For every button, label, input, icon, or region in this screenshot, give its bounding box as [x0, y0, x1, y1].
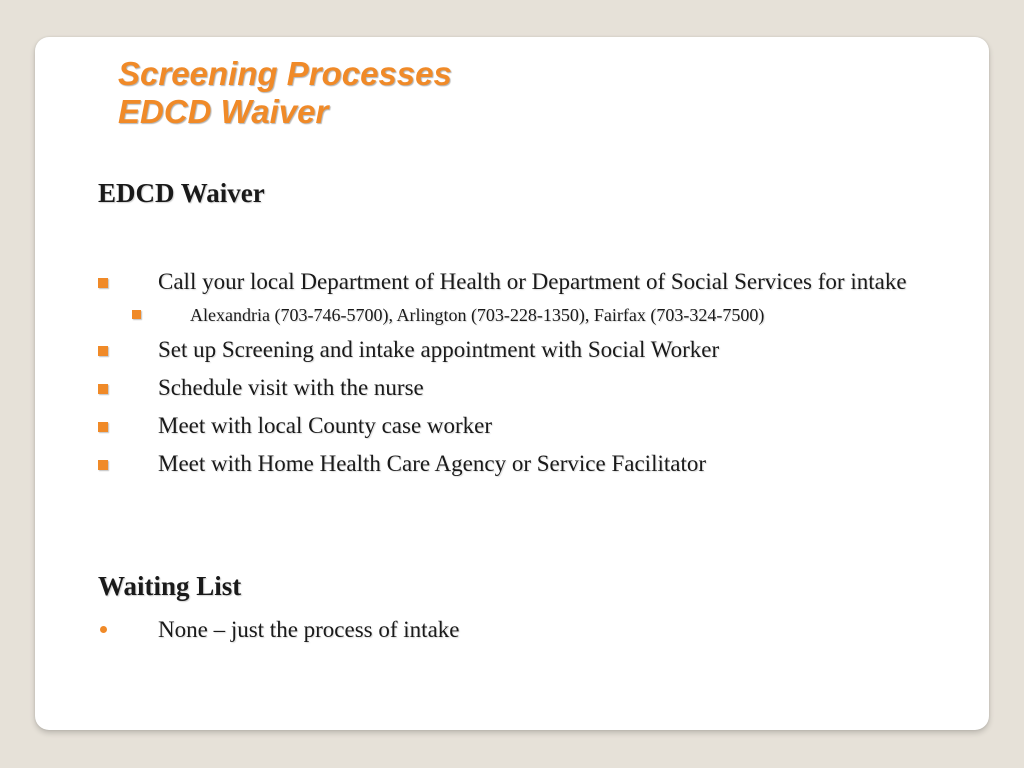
slide-title-line-2: EDCD Waiver — [118, 93, 329, 130]
list-item-text: Alexandria (703-746-5700), Arlington (703-228-1350), Fairfax (703-324-7500) — [190, 305, 765, 325]
waiting-list — [98, 613, 968, 651]
list-item — [98, 613, 968, 646]
slide-title-line-1: Screening Processes — [118, 55, 452, 92]
list-item — [98, 447, 968, 480]
dot-bullet-icon — [100, 626, 107, 633]
list-item — [98, 265, 968, 298]
list-item — [98, 371, 968, 404]
list-item-text: None – just the process of intake — [158, 617, 460, 642]
square-bullet-icon — [98, 346, 108, 356]
square-bullet-icon — [132, 310, 141, 319]
square-bullet-icon — [98, 422, 108, 432]
list-item-text: Call your local Department of Health or Department of Social Services for intake — [158, 269, 907, 294]
list-item-sub — [98, 303, 968, 327]
section-heading-waiting-list: Waiting List — [98, 571, 242, 601]
square-bullet-icon — [98, 460, 108, 470]
list-item-text: Meet with local County case worker — [158, 413, 493, 438]
section-heading-edcd-waiver: EDCD Waiver — [98, 178, 265, 208]
list-item-text: Set up Screening and intake appointment with Social Worker — [158, 337, 720, 362]
edcd-waiver-list — [98, 265, 968, 485]
square-bullet-icon — [98, 384, 108, 394]
slide-title — [118, 55, 452, 131]
list-item — [98, 333, 968, 366]
square-bullet-icon — [98, 278, 108, 288]
list-item-text: Schedule visit with the nurse — [158, 375, 424, 400]
list-item — [98, 409, 968, 442]
list-item-text: Meet with Home Health Care Agency or Service Facilitator — [158, 451, 706, 476]
